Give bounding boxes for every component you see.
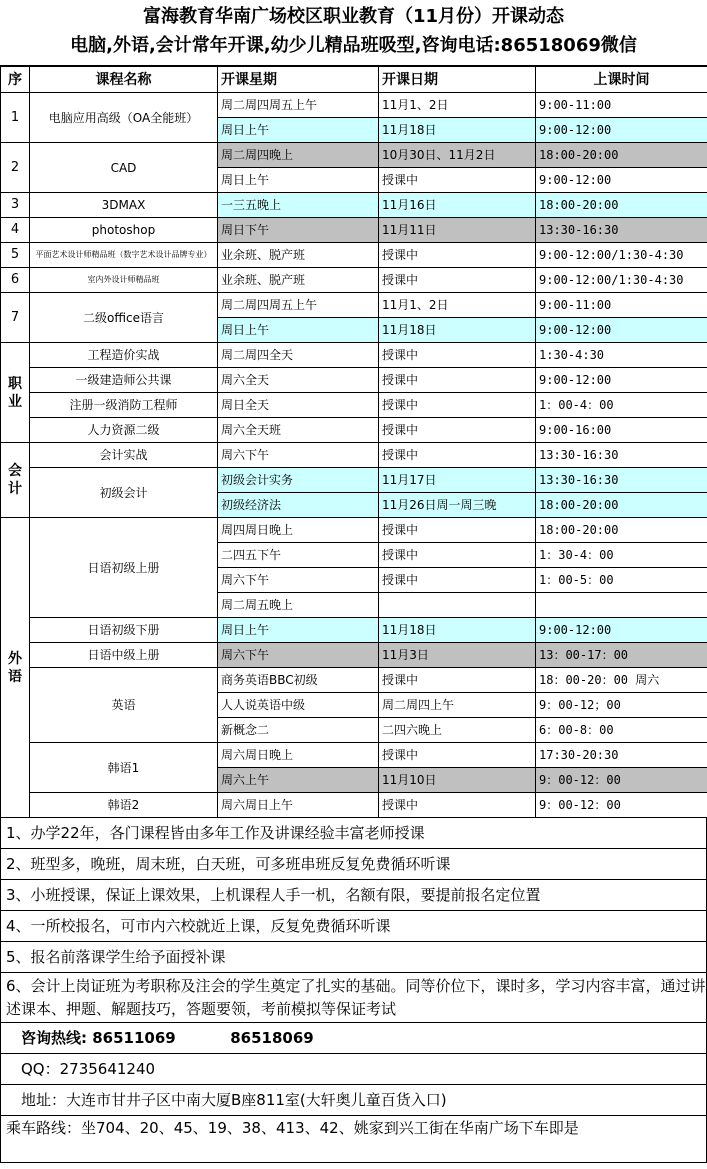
course-date: 周二周四上午 bbox=[379, 693, 536, 718]
hotline-phone-1: 86511069 bbox=[92, 1029, 176, 1047]
course-date bbox=[379, 593, 536, 618]
row-seq: 3 bbox=[1, 193, 30, 218]
course-name: 英语 bbox=[30, 668, 218, 743]
course-date: 11月16日 bbox=[379, 193, 536, 218]
category-language: 外 语 bbox=[1, 518, 30, 818]
header-start-date: 开课日期 bbox=[379, 67, 536, 93]
course-time: 18:00-20:00 bbox=[536, 143, 707, 168]
course-date: 10月30日、11月2日 bbox=[379, 143, 536, 168]
table-row bbox=[1, 293, 707, 318]
table-row bbox=[1, 193, 707, 218]
table-row bbox=[1, 343, 707, 368]
course-time bbox=[536, 593, 707, 618]
note-item: 3、小班授课，保证上课效果，上机课程人手一机，名额有限，要提前报名定位置 bbox=[0, 880, 707, 911]
course-day: 初级会计实务 bbox=[218, 468, 379, 493]
course-date: 11月11日 bbox=[379, 218, 536, 243]
title-line-1: 富海教育华南广场校区职业教育（11月份）开课动态 bbox=[142, 6, 565, 27]
course-time: 18：00-20：00 周六 bbox=[536, 668, 707, 693]
course-day: 新概念二 bbox=[218, 718, 379, 743]
course-date: 授课中 bbox=[379, 518, 536, 543]
table-row bbox=[1, 793, 707, 818]
course-date: 授课中 bbox=[379, 668, 536, 693]
note-item: 2、班型多，晚班，周末班，白天班，可多班串班反复免费循环听课 bbox=[0, 849, 707, 880]
course-name: 会计实战 bbox=[30, 443, 218, 468]
course-name: 二级office语言 bbox=[30, 293, 218, 343]
course-name: 室内外设计师精品班 bbox=[30, 268, 218, 293]
notes-section bbox=[0, 818, 707, 1023]
course-name: 电脑应用高级（OA全能班） bbox=[30, 93, 218, 143]
course-day: 周日全天 bbox=[218, 393, 379, 418]
course-day: 周六下午 bbox=[218, 643, 379, 668]
course-date: 11月3日 bbox=[379, 643, 536, 668]
table-row bbox=[1, 618, 707, 643]
table-row bbox=[1, 243, 707, 268]
course-time: 1：00-4：00 bbox=[536, 393, 707, 418]
course-day: 周六下午 bbox=[218, 568, 379, 593]
course-time: 9:00-11:00 bbox=[536, 93, 707, 118]
row-seq: 4 bbox=[1, 218, 30, 243]
course-time: 9:00-11:00 bbox=[536, 293, 707, 318]
header-course-name: 课程名称 bbox=[30, 67, 218, 93]
course-date: 11月17日 bbox=[379, 468, 536, 493]
page-title bbox=[0, 0, 707, 66]
hotline-label: 咨询热线: bbox=[21, 1029, 87, 1047]
course-time: 6：00-8：00 bbox=[536, 718, 707, 743]
course-name: 初级会计 bbox=[30, 468, 218, 518]
course-name: 日语初级上册 bbox=[30, 518, 218, 618]
note-item: 1、办学22年，各门课程皆由多年工作及讲课经验丰富老师授课 bbox=[0, 818, 707, 849]
course-day: 周日上午 bbox=[218, 618, 379, 643]
course-time: 9：00-12：00 bbox=[536, 793, 707, 818]
course-day: 一三五晚上 bbox=[218, 193, 379, 218]
hotline-row bbox=[0, 1023, 707, 1054]
course-date: 授课中 bbox=[379, 418, 536, 443]
course-date: 11月1、2日 bbox=[379, 293, 536, 318]
table-row bbox=[1, 143, 707, 168]
table-row bbox=[1, 468, 707, 493]
note-item: 6、会计上岗证班为考职称及注会的学生奠定了扎实的基础。同等价位下，课时多，学习内容丰富，通过讲述课本、押题、解题技巧，答题要领，考前模拟等保证考试 bbox=[0, 973, 707, 1023]
course-date: 授课中 bbox=[379, 793, 536, 818]
course-day: 周六全天班 bbox=[218, 418, 379, 443]
course-day: 周二周四周五上午 bbox=[218, 93, 379, 118]
course-time: 18:00-20:00 bbox=[536, 193, 707, 218]
course-date: 11月26日周一周三晚 bbox=[379, 493, 536, 518]
course-date: 授课中 bbox=[379, 243, 536, 268]
course-date: 11月1、2日 bbox=[379, 93, 536, 118]
course-day: 周六全天 bbox=[218, 368, 379, 393]
course-day: 周六下午 bbox=[218, 443, 379, 468]
course-day: 周日上午 bbox=[218, 168, 379, 193]
course-time: 13:30-16:30 bbox=[536, 218, 707, 243]
table-header bbox=[1, 67, 707, 93]
course-day: 周二周四晚上 bbox=[218, 143, 379, 168]
course-time: 9:00-12:00 bbox=[536, 318, 707, 343]
course-day: 业余班、脱产班 bbox=[218, 268, 379, 293]
course-name: 一级建造师公共课 bbox=[30, 368, 218, 393]
course-name: 日语中级上册 bbox=[30, 643, 218, 668]
course-time: 9:00-12:00 bbox=[536, 118, 707, 143]
course-day: 人人说英语中级 bbox=[218, 693, 379, 718]
course-time: 9:00-16:00 bbox=[536, 418, 707, 443]
course-day: 周日下午 bbox=[218, 218, 379, 243]
course-name: 人力资源二级 bbox=[30, 418, 218, 443]
course-date: 授课中 bbox=[379, 168, 536, 193]
course-date: 授课中 bbox=[379, 568, 536, 593]
course-date: 11月18日 bbox=[379, 118, 536, 143]
course-day: 初级经济法 bbox=[218, 493, 379, 518]
table-row bbox=[1, 443, 707, 468]
route-row: 乘车路线：坐704、20、45、19、38、413、42、姚家到兴工街在华南广场下车即是 bbox=[0, 1116, 707, 1163]
course-name: 平面艺术设计师精品班（数字艺术设计品牌专业） bbox=[30, 243, 218, 268]
category-job: 职 业 bbox=[1, 343, 30, 443]
course-time: 1:30-4:30 bbox=[536, 343, 707, 368]
course-name: 注册一级消防工程师 bbox=[30, 393, 218, 418]
table-row bbox=[1, 743, 707, 768]
course-day: 周六上午 bbox=[218, 768, 379, 793]
course-date: 授课中 bbox=[379, 443, 536, 468]
course-time: 13:30-16:30 bbox=[536, 468, 707, 493]
table-row bbox=[1, 668, 707, 693]
course-time: 9:00-12:00 bbox=[536, 618, 707, 643]
course-name: 工程造价实战 bbox=[30, 343, 218, 368]
course-time: 9:00-12:00/1:30-4:30 bbox=[536, 243, 707, 268]
table-row bbox=[1, 418, 707, 443]
row-seq: 2 bbox=[1, 143, 30, 193]
course-name: photoshop bbox=[30, 218, 218, 243]
course-time: 9:00-12:00 bbox=[536, 168, 707, 193]
note-item: 4、一所校报名，可市内六校就近上课，反复免费循环听课 bbox=[0, 911, 707, 942]
title-line-2: 电脑,外语,会计常年开课,幼少儿精品班吸型,咨询电话:86518069微信 bbox=[70, 35, 637, 56]
course-time: 1：30-4：00 bbox=[536, 543, 707, 568]
header-weekday: 开课星期 bbox=[218, 67, 379, 93]
address-row: 地址：大连市甘井子区中南大厦B座811室(大轩奥儿童百货入口) bbox=[0, 1085, 707, 1116]
course-time: 9:00-12:00 bbox=[536, 368, 707, 393]
course-date: 授课中 bbox=[379, 393, 536, 418]
course-date: 授课中 bbox=[379, 343, 536, 368]
row-seq: 1 bbox=[1, 93, 30, 143]
course-time: 13:30-16:30 bbox=[536, 443, 707, 468]
course-day: 周二周五晚上 bbox=[218, 593, 379, 618]
note-item: 5、报名前落课学生给予面授补课 bbox=[0, 942, 707, 973]
course-time: 18:00-20:00 bbox=[536, 518, 707, 543]
table-row bbox=[1, 643, 707, 668]
course-name: 韩语2 bbox=[30, 793, 218, 818]
contact-section bbox=[0, 1023, 707, 1163]
course-date: 二四六晚上 bbox=[379, 718, 536, 743]
course-day: 业余班、脱产班 bbox=[218, 243, 379, 268]
course-name: 3DMAX bbox=[30, 193, 218, 218]
course-date: 11月18日 bbox=[379, 618, 536, 643]
row-seq: 5 bbox=[1, 243, 30, 268]
course-day: 周日上午 bbox=[218, 118, 379, 143]
course-time: 18:00-20:00 bbox=[536, 493, 707, 518]
course-time: 9：00-12：00 bbox=[536, 768, 707, 793]
table-row bbox=[1, 393, 707, 418]
course-day: 周六周日上午 bbox=[218, 793, 379, 818]
course-day: 周二周四全天 bbox=[218, 343, 379, 368]
course-time: 13：00-17：00 bbox=[536, 643, 707, 668]
table-row bbox=[1, 268, 707, 293]
header-class-time: 上课时间 bbox=[536, 67, 707, 93]
course-day: 周日上午 bbox=[218, 318, 379, 343]
row-seq: 6 bbox=[1, 268, 30, 293]
category-accounting: 会 计 bbox=[1, 443, 30, 518]
course-date: 11月18日 bbox=[379, 318, 536, 343]
row-seq: 7 bbox=[1, 293, 30, 343]
course-date: 授课中 bbox=[379, 543, 536, 568]
course-name: 日语初级下册 bbox=[30, 618, 218, 643]
course-day: 周四周日晚上 bbox=[218, 518, 379, 543]
course-table bbox=[0, 66, 707, 818]
table-row bbox=[1, 518, 707, 543]
table-row bbox=[1, 368, 707, 393]
course-day: 周六周日晚上 bbox=[218, 743, 379, 768]
course-day: 二四五下午 bbox=[218, 543, 379, 568]
course-name: CAD bbox=[30, 143, 218, 193]
course-name: 韩语1 bbox=[30, 743, 218, 793]
course-day: 周二周四周五上午 bbox=[218, 293, 379, 318]
course-date: 授课中 bbox=[379, 743, 536, 768]
hotline-phone-2: 86518069 bbox=[230, 1029, 314, 1047]
header-seq: 序 bbox=[1, 67, 30, 93]
course-time: 17:30-20:30 bbox=[536, 743, 707, 768]
course-date: 授课中 bbox=[379, 268, 536, 293]
table-row bbox=[1, 93, 707, 118]
course-date: 11月10日 bbox=[379, 768, 536, 793]
course-time: 9：00-12；00 bbox=[536, 693, 707, 718]
qq-row: QQ：2735641240 bbox=[0, 1054, 707, 1085]
course-time: 1：00-5：00 bbox=[536, 568, 707, 593]
course-day: 商务英语BBC初级 bbox=[218, 668, 379, 693]
table-row bbox=[1, 218, 707, 243]
course-time: 9:00-12:00/1:30-4:30 bbox=[536, 268, 707, 293]
course-date: 授课中 bbox=[379, 368, 536, 393]
